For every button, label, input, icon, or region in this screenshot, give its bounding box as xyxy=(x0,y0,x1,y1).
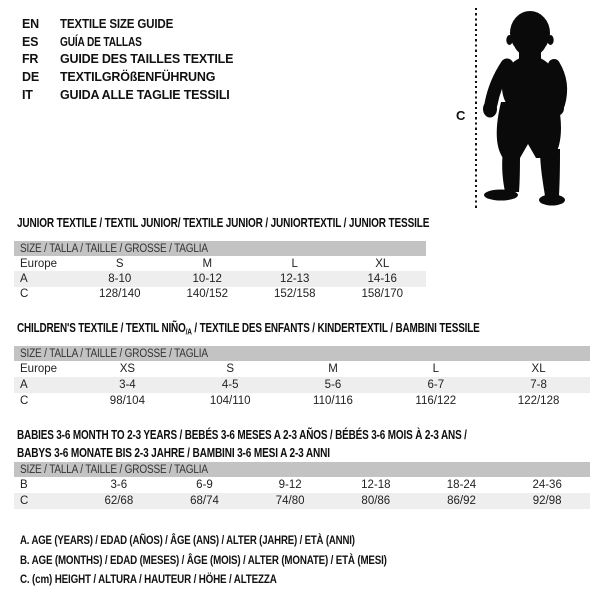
children-size-table xyxy=(14,346,590,409)
cell: 4-5 xyxy=(221,379,239,391)
cell: L xyxy=(291,257,298,270)
height-measure-label: C xyxy=(456,108,466,123)
junior-section-heading: JUNIOR TEXTILE / TEXTIL JUNIOR/ TEXTILE JUNIOR / JUNIORTEXTIL / JUNIOR TESSILE xyxy=(17,215,430,230)
cell: 3-4 xyxy=(119,379,136,391)
cell: 62/68 xyxy=(104,495,134,507)
cell: 6-7 xyxy=(427,379,445,391)
footnote-c: C. (cm) HEIGHT / ALTURA / HAUTEUR / HÖHE / ALTEZZA xyxy=(20,572,277,587)
footnote-b: B. AGE (MONTHS) / EDAD (MESES) / ÂGE (MOIS) / ALTER (MONATE) / ETÀ (MESI) xyxy=(20,552,387,567)
cell: 8-10 xyxy=(108,272,132,285)
cell: 128/140 xyxy=(98,288,141,301)
height-measure-dotted-line xyxy=(475,8,477,209)
language-code: ES xyxy=(22,34,39,49)
row-label: Europe xyxy=(20,363,58,375)
row-label: Europe xyxy=(20,257,58,270)
cell: 104/110 xyxy=(209,395,251,407)
cell: XL xyxy=(375,257,390,270)
cell: 116/122 xyxy=(415,395,457,407)
size-header-bar xyxy=(14,346,590,361)
cell: 5-6 xyxy=(324,379,342,391)
table-row xyxy=(14,393,590,409)
table-row xyxy=(14,361,590,377)
language-row xyxy=(22,86,233,104)
cell: 86/92 xyxy=(447,495,476,507)
row-label: C xyxy=(20,495,29,507)
cell: S xyxy=(226,363,235,375)
language-list xyxy=(22,15,233,103)
language-label: TEXTILGRÖßENFÜHRUNG xyxy=(60,69,216,84)
size-header-label: SIZE / TALLA / TAILLE / GRÖSSE / TAGLIA xyxy=(20,347,208,360)
table-row xyxy=(14,377,590,393)
cell: 152/158 xyxy=(273,288,316,301)
row-label: A xyxy=(20,379,28,391)
table-row xyxy=(14,256,426,271)
size-header-label: SIZE / TALLA / TAILLE / GRÖSSE / TAGLIA xyxy=(20,463,208,476)
footnote-a: A. AGE (YEARS) / EDAD (AÑOS) / ÂGE (ANS) / ALTER (JAHRE) / ETÀ (ANNI) xyxy=(20,532,355,547)
cell: 158/170 xyxy=(361,288,404,301)
babies-section-heading: BABIES 3-6 MONTH TO 2-3 YEARS / BEBÉS 3-6 MESES A 2-3 AÑOS / BÉBÉS 3-6 MOIS À 2-3 ANS / BABYS 3-6 MONATE BIS 2-3 JAHRE / BAMBINI 3-6 MESI A 2-3 ANNI xyxy=(17,427,467,460)
cell: 140/152 xyxy=(186,288,229,301)
language-row xyxy=(22,50,233,68)
cell: 74/80 xyxy=(275,495,305,507)
language-label: GUÍA DE TALLAS xyxy=(60,34,142,49)
children-section-heading: CHILDREN'S TEXTILE / TEXTIL NIÑO/A / TEXTILE DES ENFANTS / KINDERTEXTIL / BAMBINI TESSILE xyxy=(17,320,480,337)
heading-subscript: /A xyxy=(185,326,192,337)
size-header-bar xyxy=(14,241,426,256)
cell: 14-16 xyxy=(367,272,397,285)
language-label: TEXTILE SIZE GUIDE xyxy=(60,16,174,31)
table-row xyxy=(14,271,426,286)
row-label: B xyxy=(20,479,28,491)
table-row xyxy=(14,287,426,302)
toddler-silhouette-icon xyxy=(482,9,574,209)
language-code: EN xyxy=(22,16,39,31)
language-label: GUIDE DES TAILLES TEXTILE xyxy=(60,52,234,67)
cell: 10-12 xyxy=(192,272,222,285)
footnotes xyxy=(20,530,471,589)
cell: 122/128 xyxy=(517,395,560,407)
cell: 7-8 xyxy=(530,379,547,391)
cell: 92/98 xyxy=(532,495,562,507)
table-row xyxy=(14,493,590,509)
language-row xyxy=(22,33,233,51)
cell: 6-9 xyxy=(196,479,213,491)
size-header-label: SIZE / TALLA / TAILLE / GRÖSSE / TAGLIA xyxy=(20,242,208,255)
cell: M xyxy=(328,363,338,375)
language-label: GUIDA ALLE TAGLIE TESSILI xyxy=(60,87,230,102)
cell: 24-36 xyxy=(532,479,562,491)
junior-size-table xyxy=(14,241,426,302)
language-code: DE xyxy=(22,69,39,84)
row-label: C xyxy=(20,395,29,407)
babies-size-table xyxy=(14,462,590,509)
cell: 110/116 xyxy=(313,395,353,407)
cell: 3-6 xyxy=(110,479,128,491)
row-label: A xyxy=(20,272,28,285)
cell: 80/86 xyxy=(361,495,391,507)
language-code: IT xyxy=(22,87,33,102)
cell: 12-13 xyxy=(280,272,310,285)
language-row xyxy=(22,15,233,33)
cell: S xyxy=(115,257,124,270)
cell: L xyxy=(432,363,439,375)
cell: XS xyxy=(119,363,136,375)
language-row xyxy=(22,68,233,86)
size-header-bar xyxy=(14,462,590,477)
cell: XL xyxy=(531,363,546,375)
cell: 9-12 xyxy=(278,479,302,491)
cell: 12-18 xyxy=(361,479,391,491)
language-code: FR xyxy=(22,52,39,67)
cell: 68/74 xyxy=(190,495,219,507)
cell: 98/104 xyxy=(109,395,145,407)
cell: 18-24 xyxy=(446,479,477,491)
table-row xyxy=(14,477,590,493)
row-label: C xyxy=(20,288,29,301)
cell: M xyxy=(202,257,213,270)
